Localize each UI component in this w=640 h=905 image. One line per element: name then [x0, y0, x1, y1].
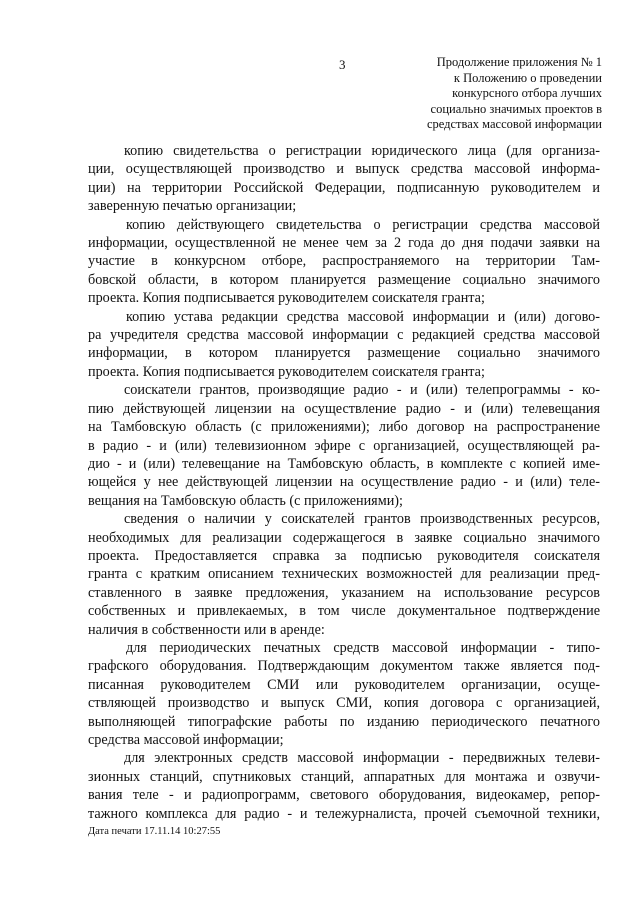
- text-line: в радио - и (или) телевизионном эфире с организацией, осуществляющей ра-: [88, 437, 600, 454]
- text-line: копию устава редакции средства массовой информации и (или) догово-: [126, 308, 600, 325]
- text-line: собственных и привлекаемых, в том числе документальное подтверждение: [88, 603, 600, 620]
- text-line: заверенную печатью организации;: [88, 198, 297, 215]
- text-line: ющейся у нее действующей лицензии на осуществление радио - и (или) теле-: [88, 474, 600, 491]
- text-line: зионных станций, спутниковых станций, аппаратных для монтажа и озвучи-: [88, 768, 600, 785]
- text-line: вещания на Тамбовскую область (с приложениями);: [88, 492, 403, 509]
- text-line: вания теле - и радиопрограмм, светового оборудования, видеокамер, репор-: [88, 787, 600, 804]
- text-line: пию действующей лицензии на осуществление радио - и (или) телевещания: [88, 400, 600, 417]
- paragraph-charter-copy: [88, 308, 600, 382]
- paragraph-print-media: [88, 639, 600, 749]
- text-line: соискатели грантов, производящие радио - и (или) телепрограммы - ко-: [124, 382, 600, 399]
- text-line: информации, осуществленной не менее чем за 2 года до дня подачи заявки на: [88, 235, 600, 252]
- text-line: копию действующего свидетельства о регистрации средства массовой: [126, 216, 600, 233]
- text-line: ции, осуществляющей производство и выпуск средства массовой информа-: [88, 161, 600, 178]
- paragraph-electronic-media: [88, 749, 600, 823]
- text-line: выполняющей типографские работы по изданию периодического печатного: [88, 713, 600, 730]
- text-line: на Тамбовскую область (с приложениями); либо договор на распространение: [88, 419, 600, 436]
- text-line: средства массовой информации;: [88, 732, 284, 748]
- text-line: информации, в котором планируется размещение социально значимого: [88, 345, 600, 362]
- text-line: графского оборудования. Подтверждающим документом также является под-: [88, 658, 600, 675]
- text-line: необходимых для реализации содержащегося в заявке социально значимого: [88, 529, 600, 546]
- header-note-line: к Положению о проведении: [453, 70, 602, 85]
- text-line: тажного комплекса для радио - и тележурналиста, прочей съемочной техники,: [88, 805, 600, 822]
- text-line: участие в конкурсном отборе, распространяемого на территории Там-: [88, 253, 600, 270]
- text-line: для периодических печатных средств массовой информации - типо-: [126, 639, 600, 656]
- text-line: писанная руководителем СМИ или руководителем организации, осуще-: [88, 676, 600, 693]
- text-line: проекта. Копия подписывается руководителем соискателя гранта;: [88, 363, 485, 380]
- text-line: ствляющей производство и выпуск СМИ, копия договора с организацией,: [88, 695, 600, 712]
- header-note-line: Продолжение приложения № 1: [436, 55, 602, 69]
- text-line: проекта. Предоставляется справка за подписью руководителя соискателя: [88, 547, 600, 564]
- text-line: сведения о наличии у соискателей грантов производственных ресурсов,: [124, 511, 600, 528]
- text-line: ставленного в заявке предложения, указанием на использование ресурсов: [88, 584, 600, 601]
- text-line: ра учредителя средства массовой информации с редакцией средства массовой: [88, 327, 600, 344]
- header-note-line: средствах массовой информации: [426, 117, 602, 131]
- text-line: бовской области, в котором планируется размещение социально значимого: [88, 271, 600, 288]
- paragraph-production-resources: [88, 510, 600, 639]
- paragraph-registration-certificate: [88, 142, 600, 216]
- text-line: гранта с кратким описанием технических возможностей для реализации пред-: [88, 566, 600, 583]
- text-line: проекта. Копия подписывается руководителем соискателя гранта;: [88, 290, 485, 307]
- appendix-header-note: [400, 55, 602, 133]
- text-line: ции) на территории Российской Федерации, подписанную руководителем и: [88, 179, 600, 196]
- header-note-line: конкурсного отбора лучших: [452, 86, 602, 100]
- paragraph-media-certificate: [88, 216, 600, 308]
- print-date: Дата печати 17.11.14 10:27:55: [88, 826, 221, 837]
- document-body: [88, 142, 600, 823]
- text-line: дио - и (или) телевещание на Тамбовскую область, в комплекте с копией име-: [88, 455, 600, 472]
- text-line: копию свидетельства о регистрации юридического лица (для организа-: [124, 143, 600, 159]
- text-line: для электронных средств массовой информации - передвижных телеви-: [124, 750, 600, 767]
- page-number: 3: [339, 57, 346, 72]
- header-note-line: социально значимых проектов в: [430, 101, 602, 116]
- text-line: наличия в собственности или в аренде:: [88, 621, 325, 638]
- paragraph-broadcast-license: [88, 381, 600, 510]
